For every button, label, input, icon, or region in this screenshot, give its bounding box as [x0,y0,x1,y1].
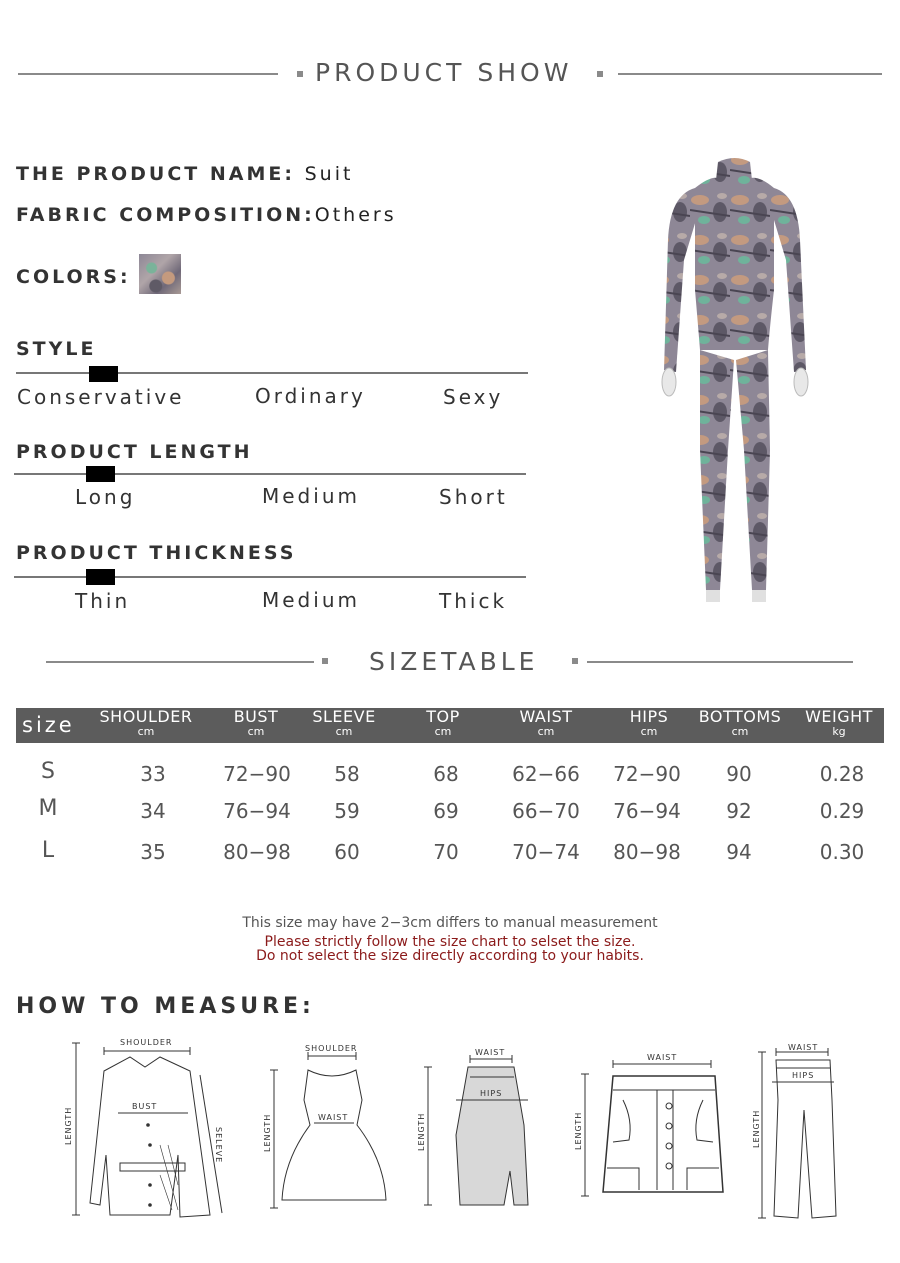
divider-right [618,73,882,75]
length-option-medium: Medium [262,484,360,508]
thickness-option-medium: Medium [262,588,360,612]
column-header-top: TOP cm [426,707,460,738]
product-image[interactable] [650,150,820,610]
shorts-measure-diagram [573,1050,743,1205]
length-option-short: Short [439,485,508,509]
divider-dot [322,658,328,664]
size-warning: Please strictly follow the size chart to selset the size. [264,934,636,950]
column-header-weight: WEIGHT kg [805,707,873,738]
table-cell: 80−98 [613,840,681,864]
skirt-measure-diagram [412,1045,542,1215]
jacket-sleeve-label: SELEVE [214,1127,223,1164]
table-cell: 76−94 [613,799,681,823]
colors-label: COLORS: [16,266,131,288]
style-scale-marker [89,366,118,382]
thickness-option-thin: Thin [75,589,131,613]
table-cell: 92 [726,799,752,823]
jacket-shoulder-label: SHOULDER [120,1038,173,1047]
dress-measure-diagram [262,1040,392,1215]
fabric-value: Others [314,204,397,226]
table-cell: 35 [140,840,166,864]
thickness-option-thick: Thick [439,589,508,613]
table-cell: 60 [334,840,360,864]
table-cell: 0.29 [819,799,865,823]
product-name-value: Suit [304,163,354,185]
table-cell: 33 [140,762,166,786]
column-header-waist: WAIST cm [519,707,573,738]
color-swatch[interactable] [139,254,181,294]
dress-waist-label: WAIST [318,1113,349,1122]
shorts-waist-label: WAIST [647,1053,678,1062]
pants-length-label: LENGTH [752,1109,761,1148]
size-warning: Do not select the size directly according to your habits. [256,948,644,964]
fabric-label: FABRIC COMPOSITION: [16,204,315,226]
style-title: STYLE [16,338,97,360]
table-cell: 70−74 [512,840,580,864]
column-header-sleeve: SLEEVE cm [312,707,376,738]
pants-measure-diagram [752,1040,852,1225]
dress-shoulder-label: SHOULDER [305,1044,358,1053]
row-size-label: M [38,796,58,821]
product-name [16,163,353,185]
table-cell: 72−90 [223,762,291,786]
table-cell: 90 [726,762,752,786]
sizetable-divider-left [46,661,314,663]
sizetable-title: SIZETABLE [369,647,539,676]
thickness-scale-marker [86,569,115,585]
size-note: This size may have 2−3cm differs to manual measurement [242,915,658,931]
skirt-waist-label: WAIST [475,1048,506,1057]
table-cell: 68 [433,762,459,786]
thickness-title: PRODUCT THICKNESS [16,542,297,564]
pants-waist-label: WAIST [788,1043,819,1052]
column-header-bust: BUST cm [233,707,279,738]
style-option-conservative: Conservative [17,385,185,409]
style-option-sexy: Sexy [443,385,504,409]
divider-dot [297,71,303,77]
skirt-hips-label: HIPS [480,1089,503,1098]
table-cell: 0.28 [819,762,865,786]
size-column-header: size [22,713,75,737]
table-cell: 0.30 [819,840,865,864]
measure-title: HOW TO MEASURE: [16,994,315,1019]
dress-length-label: LENGTH [263,1113,272,1152]
column-header-hips: HIPS cm [629,707,669,738]
divider-dot [597,71,603,77]
row-size-label: L [41,838,55,863]
table-cell: 59 [334,799,360,823]
table-cell: 69 [433,799,459,823]
length-option-long: Long [75,485,136,509]
length-scale-marker [86,466,115,482]
table-cell: 94 [726,840,752,864]
table-cell: 58 [334,762,360,786]
jacket-bust-label: BUST [132,1102,158,1111]
sizetable-divider-right [587,661,853,663]
row-size-label: S [41,759,55,784]
pants-hips-label: HIPS [792,1071,815,1080]
shorts-length-label: LENGTH [574,1111,583,1150]
page-title: PRODUCT SHOW [315,58,573,87]
skirt-length-label: LENGTH [417,1112,426,1151]
table-cell: 70 [433,840,459,864]
column-header-shoulder: SHOULDER cm [99,707,193,738]
jacket-length-label: LENGTH [64,1106,73,1145]
table-cell: 34 [140,799,166,823]
table-cell: 62−66 [512,762,580,786]
divider-left [18,73,278,75]
length-title: PRODUCT LENGTH [16,441,253,463]
table-cell: 72−90 [613,762,681,786]
table-cell: 80−98 [223,840,291,864]
fabric-composition [16,204,397,226]
style-option-ordinary: Ordinary [255,384,366,408]
product-name-label: THE PRODUCT NAME: [16,163,295,185]
column-header-bottoms: BOTTOMS cm [698,707,782,738]
divider-dot [572,658,578,664]
jacket-measure-diagram [60,1035,240,1225]
table-cell: 66−70 [512,799,580,823]
table-cell: 76−94 [223,799,291,823]
